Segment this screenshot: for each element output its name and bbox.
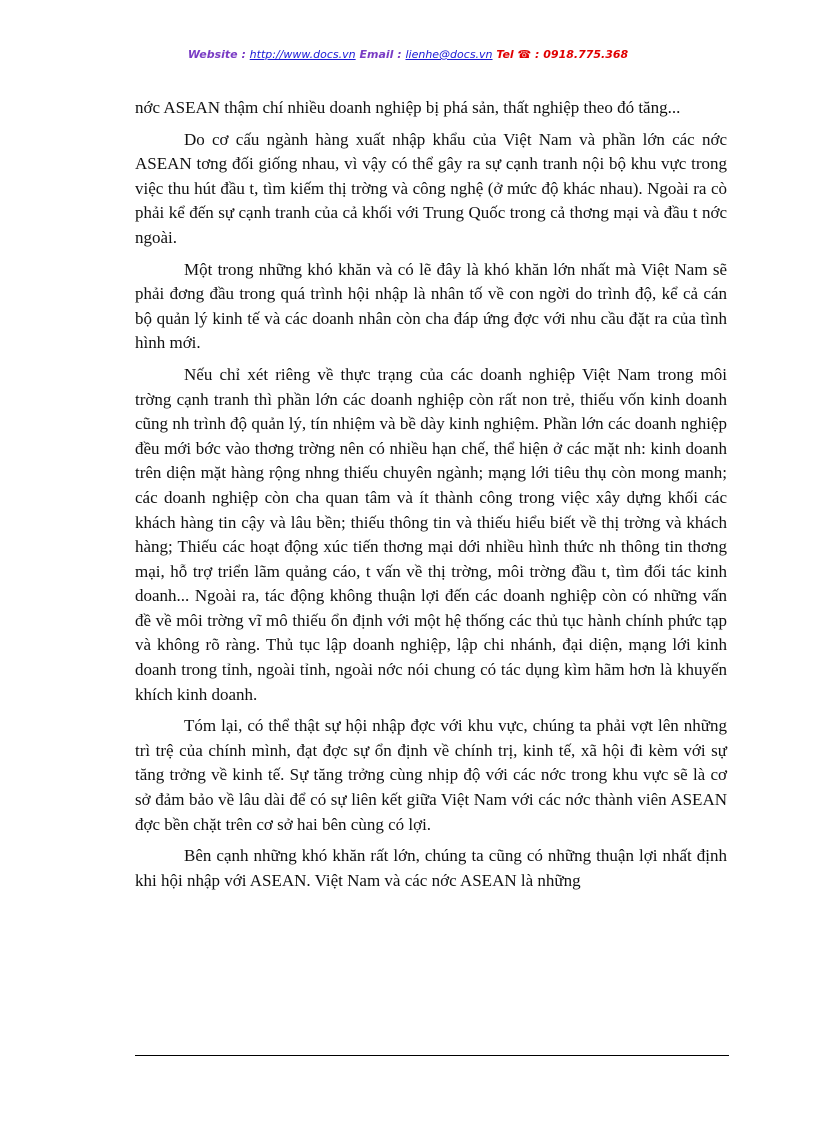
- email-link[interactable]: lienhe@docs.vn: [405, 48, 493, 61]
- website-label: Website :: [187, 48, 250, 61]
- footer-divider: [135, 1055, 729, 1056]
- tel-value: 0918.775.368: [543, 48, 629, 61]
- page-header: [0, 48, 816, 61]
- email-label: Email :: [359, 48, 406, 61]
- paragraph-advantages: Bên cạnh những khó khăn rất lớn, chúng ta cũng có những thuận lợi nhất định khi hội nhập với ASEAN. Việt Nam và các nớc ASEAN là những: [135, 846, 727, 890]
- paragraph-continuation: nớc ASEAN thậm chí nhiều doanh nghiệp bị phá sản, thất nghiệp theo đó tăng...: [135, 98, 681, 117]
- paragraph-competition: Do cơ cấu ngành hàng xuất nhập khẩu của Việt Nam và phần lớn các nớc ASEAN tơng đối giống nhau, vì vậy có thể gây ra sự cạnh tranh nội bộ khu vực trong việc thu hút đầu t, tìm kiếm thị trờng và công nghệ (ở mức độ khác nhau). Ngoài ra cò phải kể đến sự cạnh tranh của cả khối với Trung Quốc trong cả thơng mại và đầu t nớc ngoài.: [135, 129, 727, 247]
- tel-label: Tel ☎ :: [496, 48, 544, 61]
- website-link[interactable]: http://www.docs.vn: [249, 48, 356, 61]
- paragraph-enterprises: Nếu chỉ xét riêng về thực trạng của các doanh nghiệp Việt Nam trong môi trờng cạnh tranh thì phần lớn các doanh nghiệp còn rất non trẻ, thiếu vốn kinh doanh cũng nh trình độ quản lý, tín nhiệm và bề dày kinh nghiệm. Phần lớn các doanh nghiệp đều mới bớc vào thơng trờng nên có nhiều hạn chế, thể hiện ở các mặt nh: kinh doanh trên diện mặt hàng rộng nhng thiếu chuyên ngành; mạng lới tiêu thụ còn mong manh; các doanh nghiệp còn cha quan tâm và ít thành công trong việc xây dựng khối các khách hàng tin cậy và lâu bền; thiếu thông tin và thiếu hiểu biết về thị trờng và khách hàng; Thiếu các hoạt động xúc tiến thơng mại dới nhiều hình thức nh thông tin thơng mại, hỗ trợ triển lãm quảng cáo, t vấn về thị trờng, môi trờng đầu t, tìm đối tác kinh doanh... Ngoài ra, tác động không thuận lợi đến các doanh nghiệp còn có những vấn đề về môi trờng vĩ mô thiếu ổn định với một hệ thống các thủ tục hành chính phức tạp và không rõ ràng. Thủ tục lập doanh nghiệp, lập chi nhánh, đại diện, mạng lới kinh doanh trong tỉnh, ngoài tỉnh, ngoài nớc nói chung có tác dụng kìm hãm hơn là khuyến khích kinh doanh.: [135, 364, 727, 704]
- paragraph-human-factor: Một trong những khó khăn và có lẽ đây là khó khăn lớn nhất mà Việt Nam sẽ phải đơng đầu trong quá trình hội nhập là nhân tố về con ngời do trình độ, kể cả cán bộ quản lý kinh tế và các doanh nhân còn cha đáp ứng đợc với nhu cầu đặt ra của tình hình mới.: [135, 259, 727, 353]
- document-body: [135, 96, 727, 900]
- paragraph-summary: Tóm lại, có thể thật sự hội nhập đợc với khu vực, chúng ta phải vợt lên những trì trệ của chính mình, đạt đợc sự ổn định về chính trị, kinh tế, xã hội đi kèm với sự tăng trởng về kinh tế. Sự tăng trởng cùng nhịp độ với các nớc trong khu vực sẽ là cơ sở đảm bảo về lâu dài để có sự liên kết giữa Việt Nam với các nớc thành viên ASEAN đợc bền chặt trên cơ sở hai bên cùng có lợi.: [135, 716, 727, 834]
